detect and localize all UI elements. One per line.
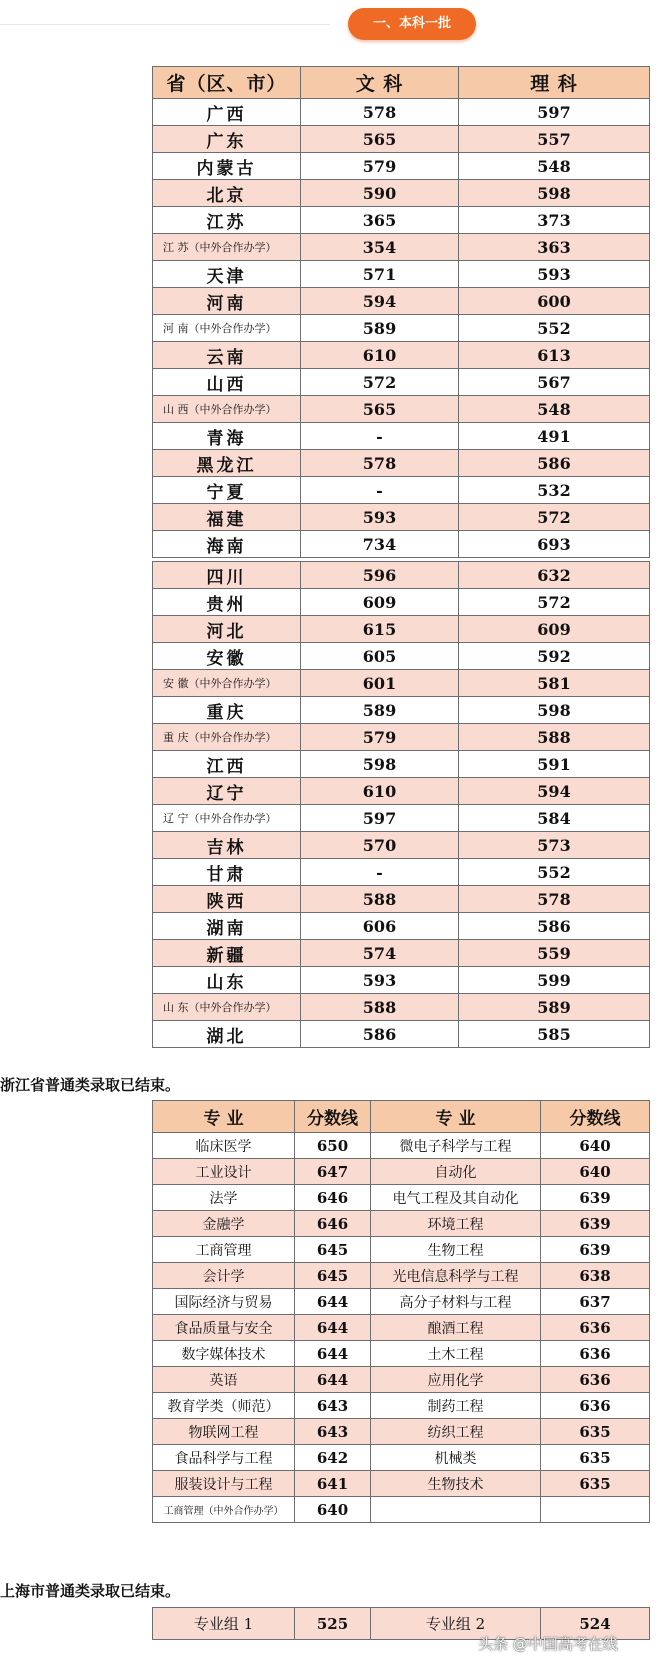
arts-score-cell: 579 [301,724,459,751]
province-cell: 新疆 [153,940,301,967]
arts-score-cell: 578 [301,450,459,477]
table-row [153,288,650,315]
table-row [153,1133,650,1159]
table-row [153,1367,650,1393]
score-cell: 637 [541,1289,650,1315]
table-row [153,859,650,886]
table-row [153,207,650,234]
major-cell: 电气工程及其自动化 [371,1185,541,1211]
table-row [153,1237,650,1263]
science-score-cell: 578 [459,886,650,913]
table-row [153,180,650,207]
science-score-cell: 573 [459,832,650,859]
science-score-cell: 585 [459,1021,650,1048]
science-score-cell: 613 [459,342,650,369]
province-cell: 山东 [153,967,301,994]
science-score-cell: 363 [459,234,650,261]
table-row [153,1159,650,1185]
table-header-row [153,67,650,99]
science-score-cell: 581 [459,670,650,697]
score-cell: 639 [541,1211,650,1237]
arts-score-cell: 593 [301,504,459,531]
province-cell: 江苏 [153,207,301,234]
major-cell: 工业设计 [153,1159,295,1185]
group-score-2: 524 [541,1608,650,1640]
province-cell: 江 苏（中外合作办学） [153,234,301,261]
score-cell: 643 [295,1419,371,1445]
score-cell: 647 [295,1159,371,1185]
province-cell: 重庆 [153,697,301,724]
major-cell: 食品质量与安全 [153,1315,295,1341]
science-score-cell: 572 [459,589,650,616]
province-cell: 海南 [153,531,301,558]
major-cell: 英语 [153,1367,295,1393]
science-score-cell: 552 [459,859,650,886]
score-cell: 643 [295,1393,371,1419]
province-cell: 甘肃 [153,859,301,886]
major-cell: 应用化学 [371,1367,541,1393]
table-row [153,1289,650,1315]
arts-score-cell: 598 [301,751,459,778]
arts-score-cell: 354 [301,234,459,261]
arts-score-cell: 565 [301,396,459,423]
score-cell: 638 [541,1263,650,1289]
table-row [153,562,650,589]
score-cell: 644 [295,1367,371,1393]
science-score-cell: 567 [459,369,650,396]
header-score-1: 分数线 [295,1101,371,1133]
major-cell: 法学 [153,1185,295,1211]
major-cell: 工商管理（中外合作办学） [153,1497,295,1523]
science-score-cell: 597 [459,99,650,126]
arts-score-cell: 571 [301,261,459,288]
science-score-cell: 609 [459,616,650,643]
score-cell: 636 [541,1367,650,1393]
province-cell: 广西 [153,99,301,126]
arts-score-cell: - [301,423,459,450]
province-cell: 黑龙江 [153,450,301,477]
header-arts: 文 科 [301,67,459,99]
table-row [153,1211,650,1237]
science-score-cell: 552 [459,315,650,342]
score-cell: 636 [541,1315,650,1341]
table-row [153,1021,650,1048]
province-cell: 山 西（中外合作办学） [153,396,301,423]
major-cell: 国际经济与贸易 [153,1289,295,1315]
province-cell: 青海 [153,423,301,450]
major-cell: 生物工程 [371,1237,541,1263]
arts-score-cell: 601 [301,670,459,697]
province-cell: 福建 [153,504,301,531]
table-row [153,994,650,1021]
table-row [153,99,650,126]
science-score-cell: 588 [459,724,650,751]
science-score-cell: 572 [459,504,650,531]
header-major-1: 专 业 [153,1101,295,1133]
arts-score-cell: 609 [301,589,459,616]
table-row [153,886,650,913]
divider-line [0,24,330,25]
arts-score-cell: 615 [301,616,459,643]
table-row [153,1445,650,1471]
province-cell: 云南 [153,342,301,369]
science-score-cell: 591 [459,751,650,778]
science-score-cell: 592 [459,643,650,670]
score-cell: 640 [541,1133,650,1159]
arts-score-cell: 593 [301,967,459,994]
admission-scores-table [152,66,650,1048]
province-cell: 广东 [153,126,301,153]
major-cell: 临床医学 [153,1133,295,1159]
score-cell: 642 [295,1445,371,1471]
major-cell [371,1497,541,1523]
table-row [153,724,650,751]
table-row [153,751,650,778]
science-score-cell: 589 [459,994,650,1021]
major-cell: 生物技术 [371,1471,541,1497]
province-cell: 吉林 [153,832,301,859]
major-cell: 教育学类（师范） [153,1393,295,1419]
score-cell: 646 [295,1211,371,1237]
table-row [153,396,650,423]
major-cell: 服装设计与工程 [153,1471,295,1497]
table-row [153,1341,650,1367]
table-row [153,805,650,832]
table-row [153,1497,650,1523]
table-row [153,643,650,670]
table-row [153,616,650,643]
province-cell: 宁夏 [153,477,301,504]
score-cell: 644 [295,1341,371,1367]
arts-score-cell: - [301,859,459,886]
score-cell: 645 [295,1263,371,1289]
table-header-row [153,1101,650,1133]
header-science: 理 科 [459,67,650,99]
table-row [153,1315,650,1341]
science-score-cell: 593 [459,261,650,288]
table-row [153,1471,650,1497]
arts-score-cell: 606 [301,913,459,940]
score-cell: 641 [295,1471,371,1497]
table-row [153,1263,650,1289]
science-score-cell: 548 [459,153,650,180]
score-cell: 644 [295,1289,371,1315]
province-cell: 天津 [153,261,301,288]
arts-score-cell: 570 [301,832,459,859]
major-cell: 自动化 [371,1159,541,1185]
arts-score-cell: 572 [301,369,459,396]
table-row [153,126,650,153]
score-cell: 644 [295,1315,371,1341]
table-row [153,261,650,288]
province-cell: 辽 宁（中外合作办学） [153,805,301,832]
major-cell: 数字媒体技术 [153,1341,295,1367]
shanghai-note: 上海市普通类录取已结束。 [0,1582,181,1600]
science-score-cell: 594 [459,778,650,805]
score-cell: 636 [541,1393,650,1419]
arts-score-cell: - [301,477,459,504]
table-row [153,423,650,450]
zhejiang-major-scores-table [152,1100,650,1523]
zhejiang-note: 浙江省普通类录取已结束。 [0,1076,181,1094]
score-cell: 650 [295,1133,371,1159]
major-cell: 食品科学与工程 [153,1445,295,1471]
science-score-cell: 584 [459,805,650,832]
table-row [153,670,650,697]
science-score-cell: 532 [459,477,650,504]
province-cell: 安 徽（中外合作办学） [153,670,301,697]
major-cell: 土木工程 [371,1341,541,1367]
score-cell: 635 [541,1471,650,1497]
arts-score-cell: 574 [301,940,459,967]
major-cell: 物联网工程 [153,1419,295,1445]
province-cell: 河 南（中外合作办学） [153,315,301,342]
section-pill: 一、本科一批 [348,8,476,40]
arts-score-cell: 734 [301,531,459,558]
table-row [153,940,650,967]
major-cell: 机械类 [371,1445,541,1471]
score-cell: 635 [541,1419,650,1445]
science-score-cell: 491 [459,423,650,450]
table-row [153,832,650,859]
province-cell: 内蒙古 [153,153,301,180]
table-row [153,450,650,477]
major-cell: 制药工程 [371,1393,541,1419]
major-cell: 工商管理 [153,1237,295,1263]
table-row [153,1185,650,1211]
table-row [153,913,650,940]
table-row [153,234,650,261]
science-score-cell: 373 [459,207,650,234]
arts-score-cell: 578 [301,99,459,126]
arts-score-cell: 594 [301,288,459,315]
arts-score-cell: 365 [301,207,459,234]
arts-score-cell: 589 [301,315,459,342]
score-cell: 640 [541,1159,650,1185]
science-score-cell: 559 [459,940,650,967]
province-cell: 湖南 [153,913,301,940]
province-cell: 陕西 [153,886,301,913]
table-row [153,778,650,805]
province-cell: 安徽 [153,643,301,670]
score-cell: 636 [541,1341,650,1367]
arts-score-cell: 588 [301,994,459,1021]
score-cell: 646 [295,1185,371,1211]
science-score-cell: 599 [459,967,650,994]
province-cell: 重 庆（中外合作办学） [153,724,301,751]
group-name-2: 专业组 2 [371,1608,541,1640]
score-cell: 645 [295,1237,371,1263]
major-cell: 光电信息科学与工程 [371,1263,541,1289]
arts-score-cell: 589 [301,697,459,724]
table-row [153,1419,650,1445]
major-cell: 会计学 [153,1263,295,1289]
table-row [153,589,650,616]
arts-score-cell: 610 [301,778,459,805]
table-row [153,531,650,558]
province-cell: 山 东（中外合作办学） [153,994,301,1021]
score-cell [541,1497,650,1523]
major-cell: 高分子材料与工程 [371,1289,541,1315]
header-province: 省（区、市） [153,67,301,99]
arts-score-cell: 586 [301,1021,459,1048]
arts-score-cell: 590 [301,180,459,207]
science-score-cell: 693 [459,531,650,558]
province-cell: 四川 [153,562,301,589]
science-score-cell: 600 [459,288,650,315]
table-row [153,369,650,396]
major-cell: 金融学 [153,1211,295,1237]
group-name-1: 专业组 1 [153,1608,295,1640]
province-cell: 辽宁 [153,778,301,805]
major-cell: 环境工程 [371,1211,541,1237]
province-cell: 湖北 [153,1021,301,1048]
science-score-cell: 557 [459,126,650,153]
science-score-cell: 548 [459,396,650,423]
group-score-1: 525 [295,1608,371,1640]
table-row [153,477,650,504]
score-cell: 640 [295,1497,371,1523]
province-cell: 山西 [153,369,301,396]
major-cell: 酿酒工程 [371,1315,541,1341]
table-row [153,342,650,369]
major-cell: 微电子科学与工程 [371,1133,541,1159]
province-cell: 北京 [153,180,301,207]
province-cell: 河南 [153,288,301,315]
arts-score-cell: 610 [301,342,459,369]
province-cell: 贵州 [153,589,301,616]
arts-score-cell: 596 [301,562,459,589]
table-row [153,315,650,342]
score-cell: 639 [541,1185,650,1211]
major-cell: 纺织工程 [371,1419,541,1445]
table-row [153,697,650,724]
arts-score-cell: 579 [301,153,459,180]
header-major-2: 专 业 [371,1101,541,1133]
science-score-cell: 586 [459,913,650,940]
table-row [153,1393,650,1419]
table-row [153,153,650,180]
province-cell: 河北 [153,616,301,643]
science-score-cell: 598 [459,180,650,207]
province-cell: 江西 [153,751,301,778]
watermark: 头条 @中国高考在线 [478,1635,618,1653]
arts-score-cell: 565 [301,126,459,153]
science-score-cell: 598 [459,697,650,724]
header-score-2: 分数线 [541,1101,650,1133]
arts-score-cell: 605 [301,643,459,670]
score-cell: 639 [541,1237,650,1263]
table-row [153,967,650,994]
arts-score-cell: 597 [301,805,459,832]
table-row [153,504,650,531]
science-score-cell: 632 [459,562,650,589]
science-score-cell: 586 [459,450,650,477]
arts-score-cell: 588 [301,886,459,913]
score-cell: 635 [541,1445,650,1471]
